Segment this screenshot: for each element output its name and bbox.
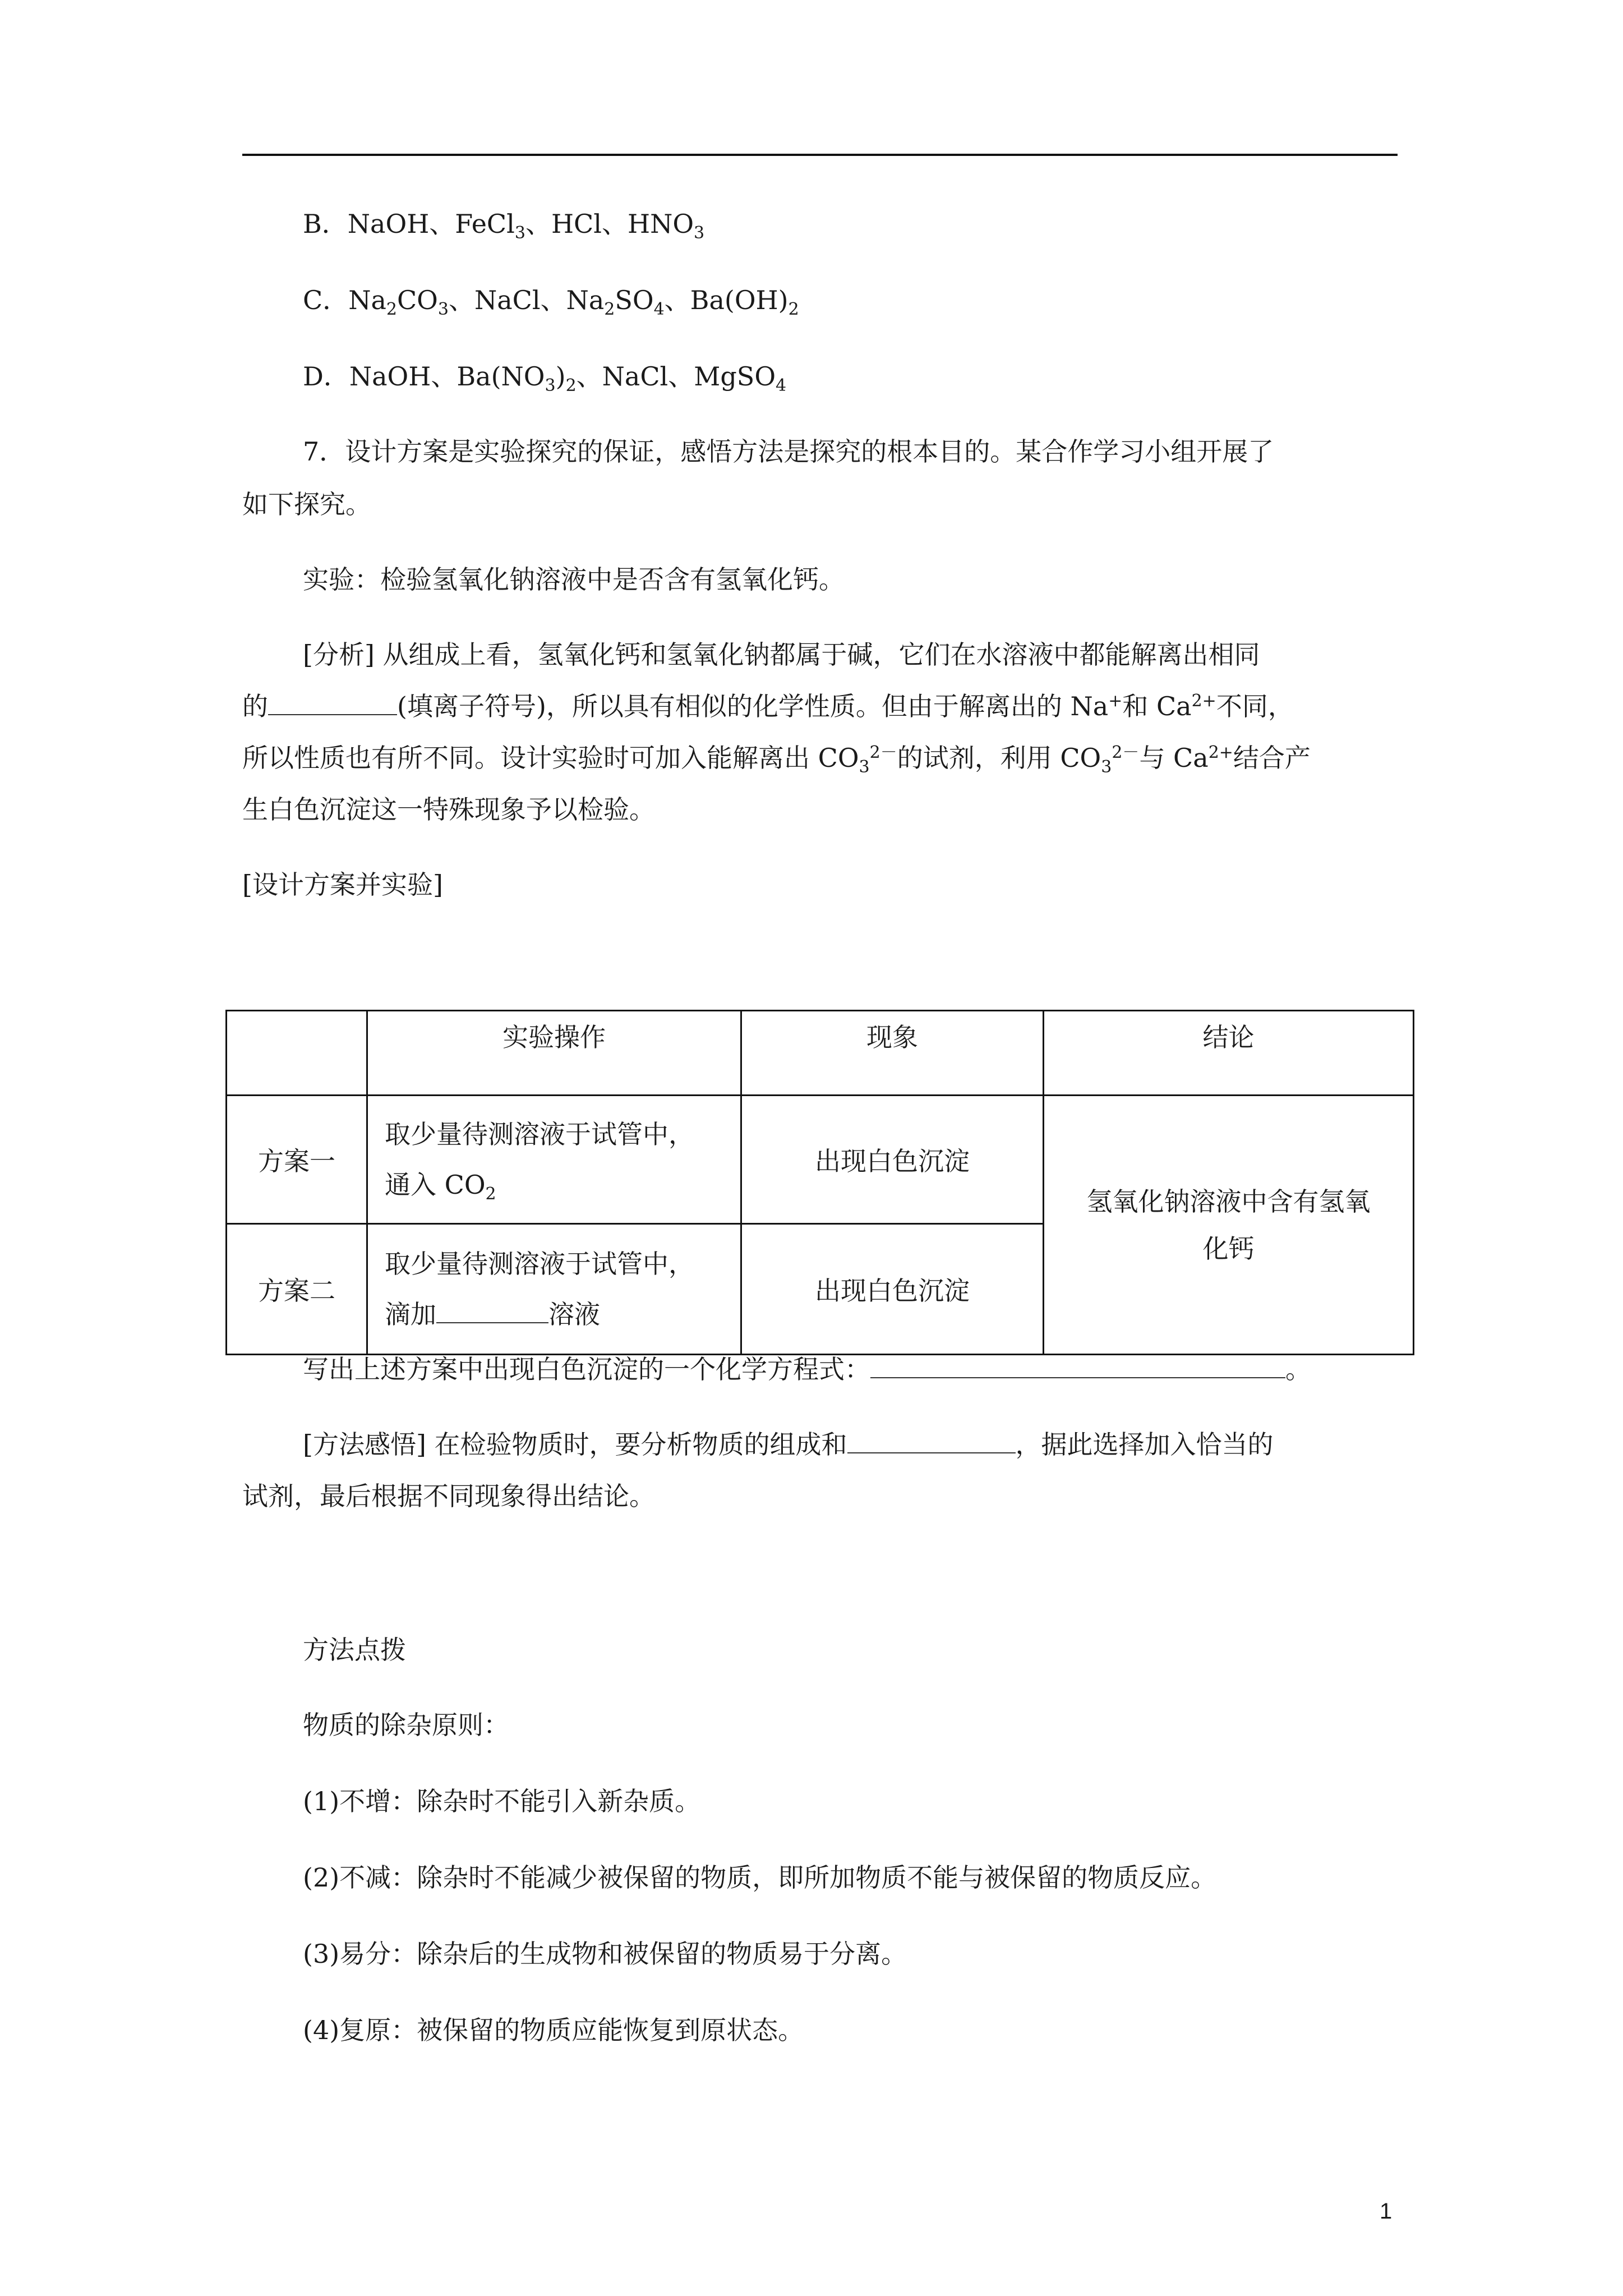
- plan-two-phenomenon: 出现白色沉淀: [741, 1224, 1044, 1355]
- analysis-line1: [分析] 从组成上看，氢氧化钙和氢氧化钠都属于碱，它们在水溶液中都能解离出相同: [303, 639, 1260, 670]
- plan-two-label: 方案二: [227, 1224, 367, 1355]
- tips-item: (1)不增：除杂时不能引入新杂质。: [303, 1786, 701, 1816]
- plan-one-label: 方案一: [227, 1096, 367, 1224]
- tips-item: (3)易分：除杂后的生成物和被保留的物质易于分离。: [303, 1939, 907, 1969]
- option-b: B．NaOH、FeCl$_3$、HCl、$HNO_3$: [303, 209, 705, 243]
- plan-two-operation: 取少量待测溶液于试管中， 滴加 溶液: [367, 1224, 741, 1355]
- experiment-table: [225, 1010, 1414, 1355]
- q7-line2: 如下探究。: [242, 489, 371, 519]
- method-blank[interactable]: [847, 1428, 1016, 1453]
- method-line2: 试剂，最后根据不同现象得出结论。: [242, 1481, 655, 1511]
- equation-blank[interactable]: [870, 1352, 1285, 1378]
- analysis-line3: 所以性质也有所不同。设计实验时可加入能解离出 $CO_3^{2-}$的试剂，利用 $CO_3^{2-}$与 $Ca^{2+}$结合产: [242, 743, 1311, 777]
- header-rule: [242, 154, 1398, 156]
- design-heading: [设计方案并实验]: [242, 869, 443, 900]
- tips-heading: 方法点拨: [303, 1635, 406, 1665]
- table-header-conclusion: 结论: [1044, 1011, 1414, 1096]
- page-number: 1: [1380, 2199, 1393, 2224]
- table-header-phenomenon: 现象: [741, 1011, 1044, 1096]
- method-line1: [方法感悟] 在检验物质时，要分析物质的组成和 ，据此选择加入恰当的: [303, 1427, 1274, 1462]
- table-row: [227, 1096, 1414, 1224]
- tips-item: (2)不减：除杂时不能减少被保留的物质，即所加物质不能与被保留的物质反应。: [303, 1862, 1217, 1893]
- equation-line: 写出上述方案中出现白色沉淀的一个化学方程式： 。: [303, 1352, 1311, 1387]
- q7-line1: 7．设计方案是实验探究的保证，感悟方法是探究的根本目的。某合作学习小组开展了: [303, 436, 1274, 467]
- analysis-line2: 的 (填离子符号)，所以具有相似的化学性质。但由于解离出的 Na+和 $Ca^{2+}$不同，: [242, 689, 1294, 724]
- table-header-row: [227, 1011, 1414, 1096]
- option-d: D．NaOH、$Ba(NO_3)_2$、NaCl、MgSO$_4$: [303, 361, 787, 395]
- option-c: C．$Na_2CO_3$、NaCl、$Na_2SO_4$、$Ba(OH)_2$: [303, 285, 799, 319]
- table-header-empty: [227, 1011, 367, 1096]
- q7-experiment: 实验：检验氢氧化钠溶液中是否含有氢氧化钙。: [303, 564, 845, 595]
- tips-intro: 物质的除杂原则：: [303, 1710, 509, 1740]
- reagent-blank[interactable]: [436, 1300, 548, 1323]
- ion-symbol-blank[interactable]: [268, 689, 397, 715]
- table-header-operation: 实验操作: [367, 1011, 741, 1096]
- tips-item: (4)复原：被保留的物质应能恢复到原状态。: [303, 2015, 804, 2045]
- plan-one-operation: 取少量待测溶液于试管中， 通入 $CO_2$: [367, 1096, 741, 1224]
- conclusion-cell: 氢氧化钠溶液中含有氢氧 化钙: [1044, 1096, 1414, 1355]
- analysis-line4: 生白色沉淀这一特殊现象予以检验。: [242, 794, 655, 825]
- plan-one-phenomenon: 出现白色沉淀: [741, 1096, 1044, 1224]
